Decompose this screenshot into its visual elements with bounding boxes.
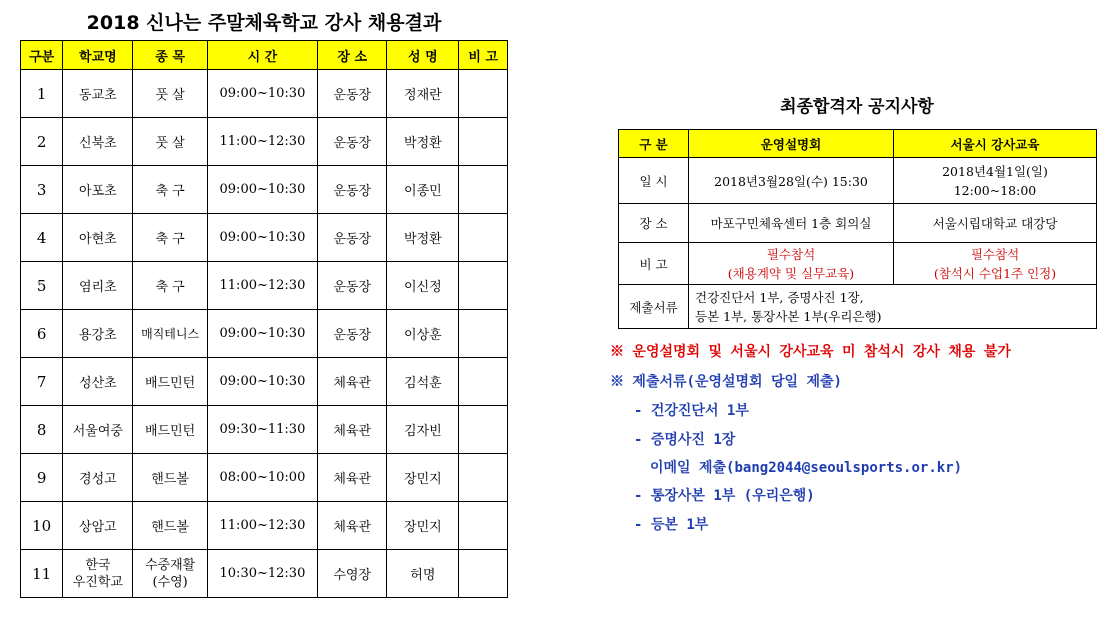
cell-no: 1 — [21, 70, 63, 118]
cell-place: 체육관 — [318, 502, 387, 550]
table-row — [21, 118, 508, 166]
cell-time: 11:00~12:30 — [207, 502, 317, 550]
notice-row-docs — [619, 285, 1097, 329]
cell-place: 운동장 — [318, 214, 387, 262]
table-row — [21, 454, 508, 502]
notice-date-training — [894, 158, 1097, 204]
cell-note — [459, 502, 508, 550]
cell-no: 11 — [21, 550, 63, 598]
cell-place: 운동장 — [318, 262, 387, 310]
cell-school: 아포초 — [63, 166, 133, 214]
table-row — [21, 70, 508, 118]
notice-label-remark: 비 고 — [619, 243, 689, 285]
header-name: 성 명 — [387, 41, 459, 70]
cell-name: 박정환 — [387, 118, 459, 166]
cell-place: 운동장 — [318, 118, 387, 166]
cell-name: 이신정 — [387, 262, 459, 310]
header-time: 시 간 — [207, 41, 317, 70]
notice-header-training: 서울시 강사교육 — [894, 130, 1097, 158]
cell-school: 상암고 — [63, 502, 133, 550]
cell-no: 9 — [21, 454, 63, 502]
table-row — [21, 358, 508, 406]
cell-sport: 풋 살 — [133, 70, 207, 118]
cell-no: 6 — [21, 310, 63, 358]
cell-name: 정재란 — [387, 70, 459, 118]
cell-name: 김자빈 — [387, 406, 459, 454]
notice-remark-briefing-line1: 필수참석 — [766, 246, 816, 262]
cell-time: 08:00~10:00 — [207, 454, 317, 502]
cell-place: 운동장 — [318, 70, 387, 118]
cell-school: 용강초 — [63, 310, 133, 358]
notice-table — [618, 129, 1097, 329]
cell-note — [459, 214, 508, 262]
cell-time: 09:00~10:30 — [207, 214, 317, 262]
table-row — [21, 166, 508, 214]
header-sport: 종 목 — [133, 41, 207, 70]
notice-title: 최종합격자 공지사항 — [780, 97, 934, 117]
cell-sport: 축 구 — [133, 262, 207, 310]
cell-sport: 핸드볼 — [133, 454, 207, 502]
cell-note — [459, 310, 508, 358]
cell-school — [63, 550, 133, 598]
cell-sport — [133, 550, 207, 598]
docs-title-note: ※ 제출서류(운영설명회 당일 제출) — [610, 374, 842, 390]
notice-header-briefing: 운영설명회 — [689, 130, 894, 158]
cell-school: 신북초 — [63, 118, 133, 166]
cell-school-line1: 한국 — [85, 557, 111, 573]
email-note: 이메일 제출(bang2044@seoulsports.or.kr) — [650, 460, 963, 476]
notice-label-docs: 제출서류 — [619, 285, 689, 329]
cell-note — [459, 454, 508, 502]
cell-time: 11:00~12:30 — [207, 262, 317, 310]
cell-no: 10 — [21, 502, 63, 550]
cell-sport: 배드민턴 — [133, 406, 207, 454]
cell-school: 성산초 — [63, 358, 133, 406]
cell-school: 아현초 — [63, 214, 133, 262]
cell-school: 동교초 — [63, 70, 133, 118]
cell-note — [459, 166, 508, 214]
cell-place: 체육관 — [318, 406, 387, 454]
cell-place: 수영장 — [318, 550, 387, 598]
notice-date-briefing: 2018년3월28일(수) 15:30 — [689, 158, 894, 204]
notice-label-date: 일 시 — [619, 158, 689, 204]
cell-no: 2 — [21, 118, 63, 166]
cell-name: 이상훈 — [387, 310, 459, 358]
doc-item-register: - 등본 1부 — [634, 517, 709, 533]
table-row — [21, 214, 508, 262]
notice-remark-briefing-line2: (채용계약 및 실무교육) — [727, 265, 855, 281]
cell-name: 박정환 — [387, 214, 459, 262]
notice-place-training: 서울시립대학교 대강당 — [894, 204, 1097, 243]
cell-time: 09:30~11:30 — [207, 406, 317, 454]
notice-date-training-line1: 2018년4월1일(일) — [942, 163, 1048, 179]
cell-sport: 축 구 — [133, 214, 207, 262]
cell-name: 장민지 — [387, 502, 459, 550]
notice-docs-line2: 등본 1부, 통장사본 1부(우리은행) — [695, 308, 882, 324]
cell-sport-line1: 수중재활 — [144, 557, 196, 573]
cell-school: 경성고 — [63, 454, 133, 502]
cell-note — [459, 70, 508, 118]
cell-note — [459, 358, 508, 406]
notice-remark-briefing — [689, 243, 894, 285]
cell-note — [459, 262, 508, 310]
cell-sport-line2: (수영) — [152, 574, 188, 590]
cell-note — [459, 118, 508, 166]
cell-name: 이종민 — [387, 166, 459, 214]
cell-time: 10:30~12:30 — [207, 550, 317, 598]
cell-sport: 풋 살 — [133, 118, 207, 166]
table-row — [21, 550, 508, 598]
cell-no: 3 — [21, 166, 63, 214]
cell-note — [459, 406, 508, 454]
cell-place: 체육관 — [318, 358, 387, 406]
header-school: 학교명 — [63, 41, 133, 70]
notice-header-row — [619, 130, 1097, 158]
cell-sport: 매직테니스 — [133, 310, 207, 358]
notice-remark-training-line2: (참석시 수업1주 인정) — [933, 265, 1057, 281]
doc-item-health: - 건강진단서 1부 — [634, 403, 749, 419]
notice-date-training-line2: 12:00~18:00 — [953, 182, 1037, 198]
cell-no: 7 — [21, 358, 63, 406]
cell-school: 서울여중 — [63, 406, 133, 454]
notice-docs-content — [689, 285, 1097, 329]
cell-note — [459, 550, 508, 598]
cell-place: 운동장 — [318, 166, 387, 214]
cell-no: 8 — [21, 406, 63, 454]
notice-docs-line1: 건강진단서 1부, 증명사진 1장, — [695, 289, 864, 305]
cell-time: 11:00~12:30 — [207, 118, 317, 166]
notice-place-briefing: 마포구민체육센터 1층 회의실 — [689, 204, 894, 243]
table-row — [21, 502, 508, 550]
warning-note: ※ 운영설명회 및 서울시 강사교육 미 참석시 강사 채용 불가 — [610, 344, 1011, 360]
cell-school: 염리초 — [63, 262, 133, 310]
doc-item-photo: - 증명사진 1장 — [634, 432, 736, 448]
cell-time: 09:00~10:30 — [207, 358, 317, 406]
notice-row-place — [619, 204, 1097, 243]
header-place: 장 소 — [318, 41, 387, 70]
cell-sport: 핸드볼 — [133, 502, 207, 550]
cell-sport: 축 구 — [133, 166, 207, 214]
header-note: 비 고 — [459, 41, 508, 70]
cell-time: 09:00~10:30 — [207, 70, 317, 118]
cell-time: 09:00~10:30 — [207, 310, 317, 358]
notice-row-remark — [619, 243, 1097, 285]
cell-no: 5 — [21, 262, 63, 310]
cell-name: 허명 — [387, 550, 459, 598]
cell-sport: 배드민턴 — [133, 358, 207, 406]
cell-school-line2: 우진학교 — [72, 574, 123, 590]
schedule-title: 2018 신나는 주말체육학교 강사 채용결과 — [86, 12, 442, 34]
notice-label-place: 장 소 — [619, 204, 689, 243]
cell-place: 운동장 — [318, 310, 387, 358]
table-row — [21, 310, 508, 358]
cell-no: 4 — [21, 214, 63, 262]
schedule-header-row — [21, 41, 508, 70]
cell-place: 체육관 — [318, 454, 387, 502]
header-no: 구분 — [21, 41, 63, 70]
notice-remark-training — [894, 243, 1097, 285]
cell-time: 09:00~10:30 — [207, 166, 317, 214]
cell-name: 장민지 — [387, 454, 459, 502]
table-row — [21, 262, 508, 310]
table-row — [21, 406, 508, 454]
doc-item-bankbook: - 통장사본 1부 (우리은행) — [634, 488, 815, 504]
notice-remark-training-line1: 필수참석 — [970, 246, 1020, 262]
cell-name: 김석훈 — [387, 358, 459, 406]
notice-header-category: 구 분 — [619, 130, 689, 158]
schedule-table — [20, 40, 508, 598]
notice-row-date — [619, 158, 1097, 204]
